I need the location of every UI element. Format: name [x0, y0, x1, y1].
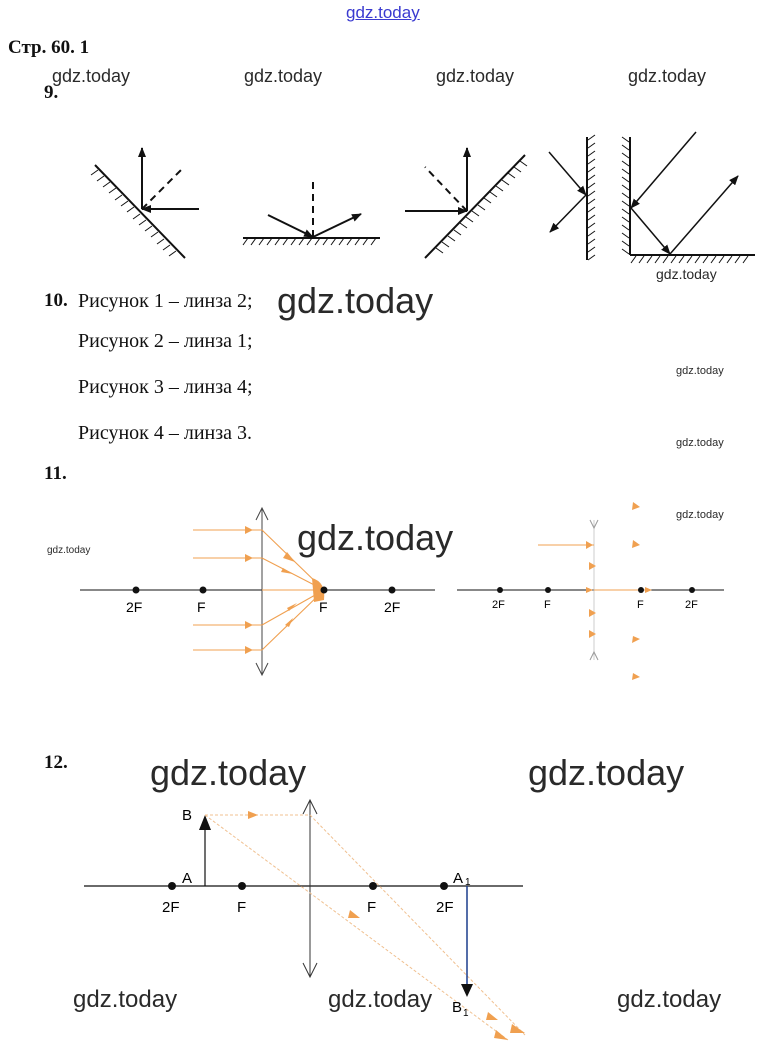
diverging-lens-diagram	[457, 502, 724, 680]
left-label-f-2: F	[319, 599, 328, 615]
watermark-big-12b: gdz.today	[528, 752, 685, 793]
watermark-bottom-3: gdz.today	[617, 986, 722, 1013]
label-b1: B	[452, 999, 463, 1016]
watermark-row-1: gdz.today	[52, 66, 131, 86]
axis-label-f-2: F	[367, 899, 377, 916]
task-10-line-2: Рисунок 2 – линза 1;	[78, 330, 253, 352]
watermark-small-11b: gdz.today	[47, 545, 91, 556]
watermark-top: gdz.today	[346, 3, 420, 22]
right-label-f-1: F	[544, 599, 551, 611]
task-10-number: 10.	[44, 290, 68, 311]
axis-label-f-1: F	[237, 899, 247, 916]
task-10-line-1: Рисунок 1 – линза 2;	[78, 290, 253, 312]
label-b1-sub: 1	[463, 1008, 469, 1019]
left-label-f-1: F	[197, 599, 206, 615]
watermark-big-12a: gdz.today	[150, 752, 307, 793]
left-label-2f-2: 2F	[384, 599, 401, 615]
watermark-bottom-2: gdz.today	[328, 986, 433, 1013]
watermark-small-10a: gdz.today	[676, 365, 724, 377]
watermark-row-3: gdz.today	[436, 66, 515, 86]
task-11-number: 11.	[44, 463, 67, 484]
right-label-2f-2: 2F	[685, 599, 698, 611]
watermark-row-2: gdz.today	[244, 66, 323, 86]
axis-label-2f-1: 2F	[162, 899, 180, 916]
task-9-number: 9.	[44, 82, 59, 103]
label-a1-sub: 1	[465, 877, 471, 888]
label-a1: A	[453, 870, 464, 887]
watermark-big-11: gdz.today	[297, 517, 454, 558]
right-label-f-2: F	[637, 599, 644, 611]
task-12-number: 12.	[44, 752, 68, 773]
watermark-small-10b: gdz.today	[676, 437, 724, 449]
label-b: B	[182, 807, 193, 824]
label-a: A	[182, 870, 193, 887]
right-label-2f-1: 2F	[492, 599, 505, 611]
left-label-2f-1: 2F	[126, 599, 143, 615]
axis-label-2f-2: 2F	[436, 899, 454, 916]
task-10-line-3: Рисунок 3 – линза 4;	[78, 376, 253, 398]
watermark-small-11a: gdz.today	[676, 509, 724, 521]
watermark-row-4: gdz.today	[628, 66, 707, 86]
watermark-corner-9: gdz.today	[656, 266, 717, 282]
watermark-big-10: gdz.today	[277, 280, 434, 321]
page-reference: Стр. 60. 1	[8, 37, 90, 58]
task-10-line-4: Рисунок 4 – линза 3.	[78, 422, 253, 444]
watermark-bottom-1: gdz.today	[73, 986, 178, 1013]
